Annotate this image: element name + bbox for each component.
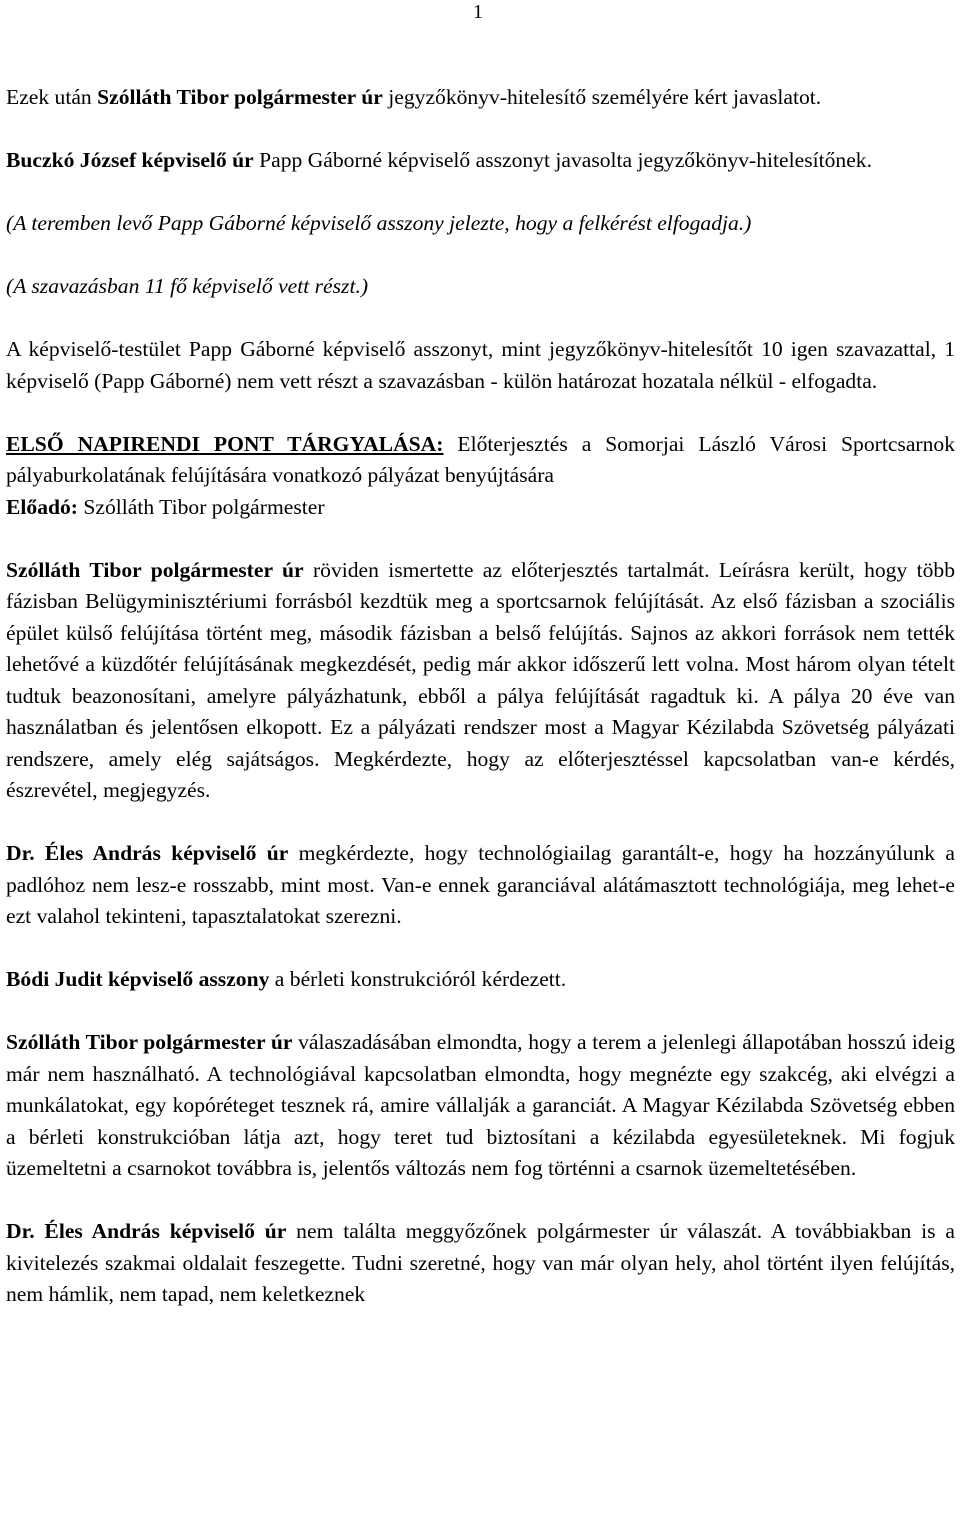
text: röviden ismertette az előterjesztés tartalmát. Leírásra került, hogy több fázisban Belügyminisztériumi forrásból kezdtük meg a sportcsarnok felújítását. Az első fázisban a szociális épület külső felújítása történt meg, második fázisban a belső felújítás. Sajnos az akkori források nem tették lehetővé a küzdőtér felújításának megkezdését, pedig már akkor időszerű lett volna. Most három olyan tételt tudtuk beazonosítani, amelyre pályázhatunk, ebből a pálya felújítását ragadtuk ki. A pálya 20 éve van használatban és jelentősen elkopott. Ez a pályázati rendszer most a Magyar Kézilabda Szövetség pályázati rendszere, amely elég sajátságos. Megkérdezte, hogy az előterjesztéssel kapcsolatban van-e kérdés, észrevétel, megjegyzés.	[6, 557, 956, 802]
text: Papp Gáborné képviselő asszonyt javasolta jegyzőkönyv-hitelesítőnek.	[253, 148, 872, 172]
agenda-item	[6, 429, 955, 492]
speaker-name: Dr. Éles András képviselő úr	[6, 1219, 287, 1243]
agenda-presenter	[6, 492, 955, 524]
speaker-name: Szólláth Tibor polgármester úr	[97, 85, 383, 109]
paragraph-bodi-question	[6, 964, 955, 996]
paragraph-mayor-intro	[6, 555, 955, 807]
paragraph-eles-followup	[6, 1216, 955, 1311]
speaker-name: Szólláth Tibor polgármester úr	[6, 557, 304, 582]
text: Ezek után	[6, 85, 98, 109]
paragraph-resolution: A képviselő-testület Papp Gáborné képviselő asszonyt, mint jegyzőkönyv-hitelesítőt 10 igen szavazattal, 1 képviselő (Papp Gáborné) nem vett részt a szavazásban - külön határozat hozatala nélkül - elfogadta.	[6, 337, 955, 393]
paragraph-mayor-request	[6, 82, 955, 114]
document-body	[6, 82, 955, 1311]
text: jegyzőkönyv-hitelesítő személyére kért javaslatot.	[382, 85, 822, 109]
presenter-name: Szólláth Tibor polgármester	[78, 494, 325, 519]
text: nem találta meggyőzőnek polgármester úr válaszát. A továbbiakban is a kivitelezés szakmai oldalait feszegette. Tudni szeretné, hogy van már olyan hely, ahol történt ilyen felújítás, nem hámlik, nem tapad, nem keletkeznek	[6, 1219, 956, 1306]
paragraph-acceptance-note: (A teremben levő Papp Gáborné képviselő asszony jelezte, hogy a felkérést elfogadja.)	[6, 211, 752, 235]
speaker-name: Dr. Éles András képviselő úr	[6, 841, 289, 865]
text: válaszadásában elmondta, hogy a terem a jelenlegi állapotában hosszú ideig már nem használható. A technológiával kapcsolatban elmondta, hogy megnézte egy szakcég, aki elvégzi a munkálatokat, egy kopóréteget tesznek rá, amire vállalják a garanciát. A Magyar Kézilabda Szövetség ebben a bérleti konstrukcióban látja azt, hogy teret tud biztosítani a kézilabda egyesületeknek. Mi fogjuk üzemeltetni a csarnokot továbbra is, jelentős változás nem fog történni a csarnok üzemeltetésében.	[6, 1030, 955, 1180]
text: megkérdezte, hogy technológiailag garantált-e, hogy ha hozzányúlunk a padlóhoz nem lesz-e rosszabb, mint most. Van-e ennek garanciával alátámasztott technológiája, meg lehet-e ezt valahol tekinteni, tapasztalatokat szerezni.	[6, 841, 955, 928]
paragraph-vote-note: (A szavazásban 11 fő képviselő vett részt.)	[6, 274, 369, 298]
page-number: 1	[473, 1, 483, 23]
paragraph-eles-question	[6, 838, 955, 933]
speaker-name: Bódi Judit képviselő asszony	[6, 967, 270, 991]
text: a bérleti konstrukcióról kérdezett.	[269, 967, 567, 991]
paragraph-mayor-answer	[6, 1027, 955, 1185]
agenda-heading: ELSŐ NAPIRENDI PONT TÁRGYALÁSA:	[6, 431, 444, 456]
presenter-label: Előadó:	[6, 494, 78, 519]
agenda-text: Előterjesztés a Somorjai László Városi Sportcsarnok pályaburkolatának felújítására vonatkozó pályázat benyújtására	[6, 431, 955, 487]
speaker-name: Szólláth Tibor polgármester úr	[6, 1030, 293, 1054]
paragraph-nomination	[6, 145, 955, 177]
speaker-name: Buczkó József képviselő úr	[6, 148, 254, 172]
